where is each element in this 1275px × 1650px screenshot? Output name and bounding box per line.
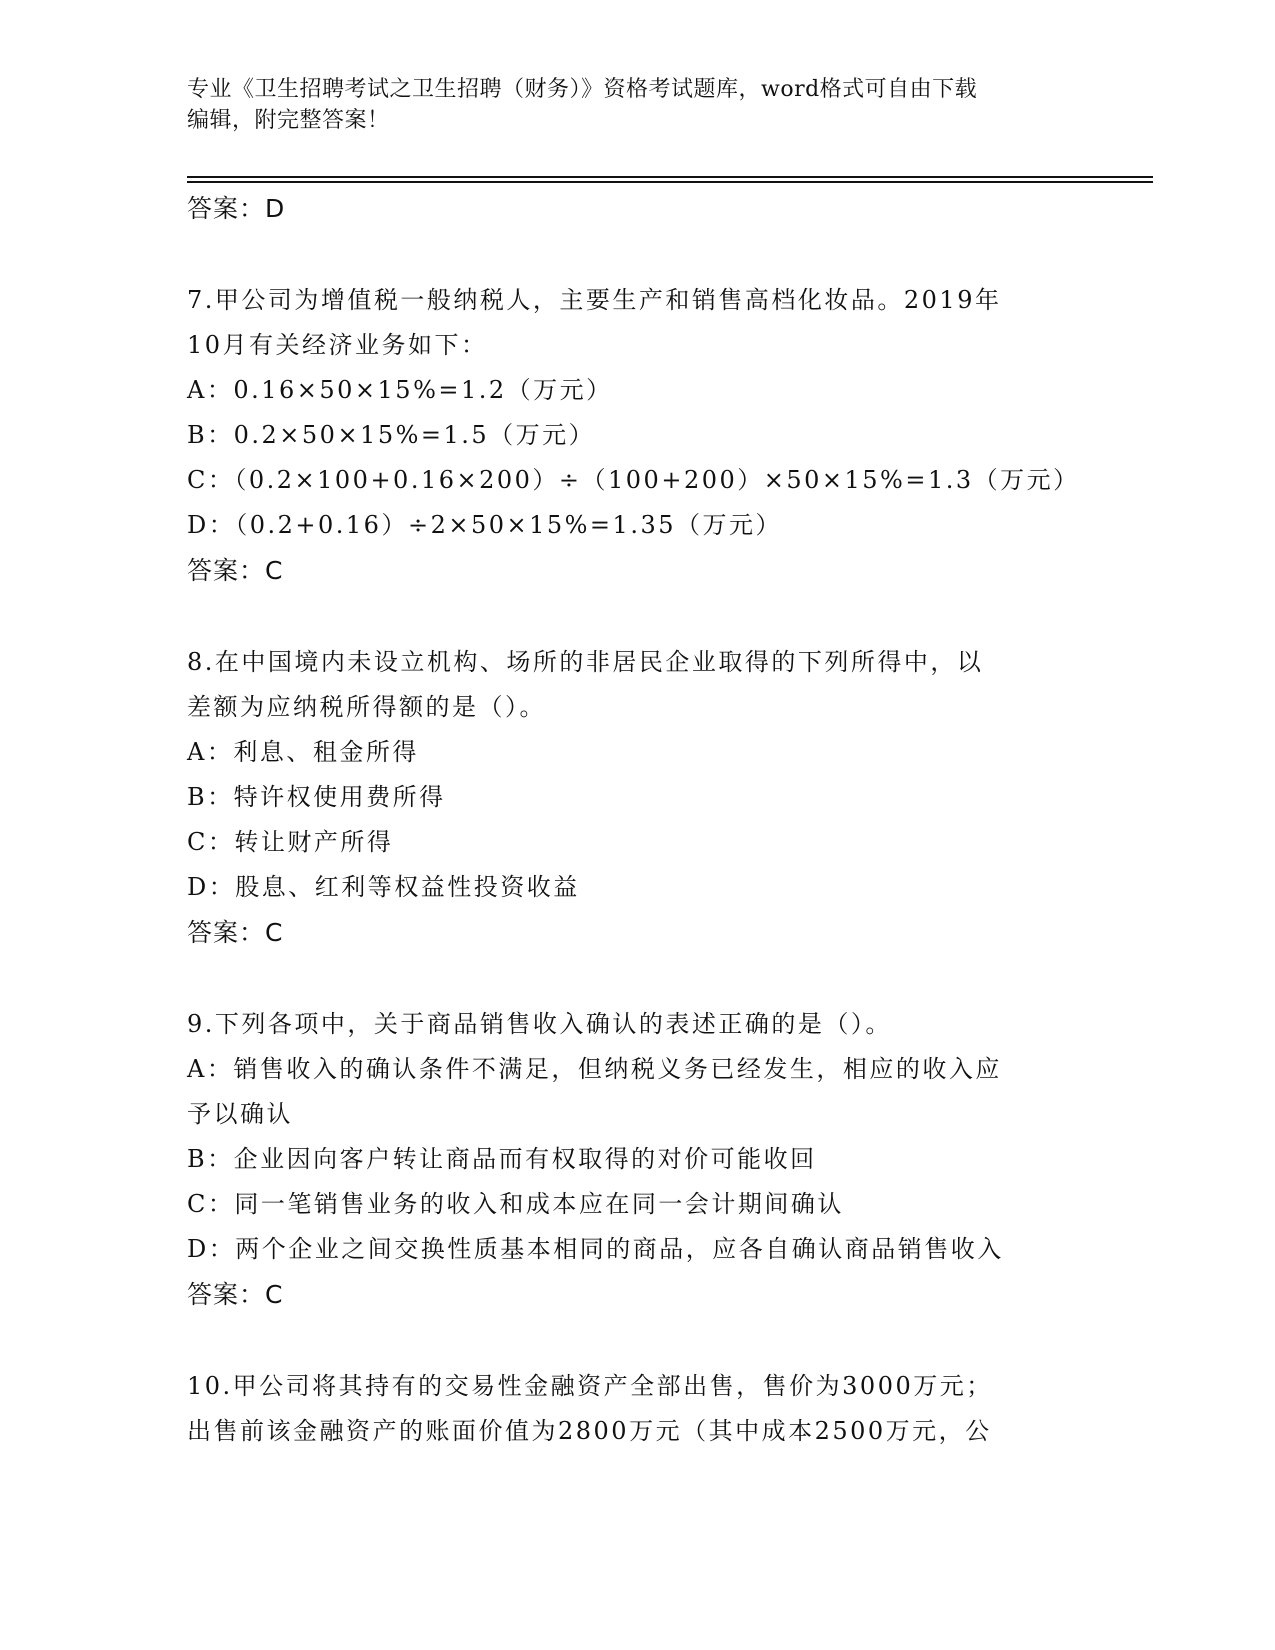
option-d: D：股息、红利等权益性投资收益 [187, 873, 580, 901]
answer-value: C [265, 556, 284, 585]
answer-label: 答案： [187, 556, 266, 585]
option-b: B：0.2×50×15%=1.5（万元） [187, 421, 596, 449]
option-a: A：0.16×50×15%=1.2（万元） [187, 376, 613, 404]
answer-line [187, 186, 1087, 231]
answer-label: 答案： [187, 194, 266, 223]
answer-line [187, 1272, 1087, 1317]
question-10 [187, 1364, 1087, 1454]
option-a: A：利息、租金所得 [187, 738, 419, 766]
document-body [187, 186, 1087, 1454]
question-stem: 10.甲公司将其持有的交易性金融资产全部出售，售价为3000万元； [187, 1372, 993, 1400]
option-d: D：（0.2+0.16）÷2×50×15%=1.35（万元） [187, 511, 782, 539]
option-a: A：销售收入的确认条件不满足，但纳税义务已经发生，相应的收入应 [187, 1055, 1002, 1083]
page-header [187, 74, 1067, 136]
option-c: C：（0.2×100+0.16×200）÷（100+200）×50×15%=1.3（万元） [187, 466, 1080, 494]
header-divider [187, 181, 1153, 183]
option-d: D：两个企业之间交换性质基本相同的商品，应各自确认商品销售收入 [187, 1235, 1004, 1263]
option-b: B：特许权使用费所得 [187, 783, 446, 811]
header-line: 编辑，附完整答案！ [187, 108, 390, 133]
option-c: C：同一笔销售业务的收入和成本应在同一会计期间确认 [187, 1190, 844, 1218]
question-stem: 8.在中国境内未设立机构、场所的非居民企业取得的下列所得中，以 [187, 648, 984, 676]
question-stem: 差额为应纳税所得额的是（）。 [187, 693, 546, 721]
header-divider [187, 176, 1153, 178]
answer-value: C [265, 1280, 284, 1309]
header-line: 专业《卫生招聘考试之卫生招聘（财务）》资格考试题库，word格式可自由下载 [187, 77, 978, 102]
answer-value: D [265, 194, 286, 223]
option-b: B：企业因向客户转让商品而有权取得的对价可能收回 [187, 1145, 817, 1173]
answer-line [187, 910, 1087, 955]
question-stem: 出售前该金融资产的账面价值为2800万元（其中成本2500万元，公 [187, 1417, 992, 1445]
question-stem: 7.甲公司为增值税一般纳税人，主要生产和销售高档化妆品。2019年 [187, 286, 1002, 314]
answer-line [187, 548, 1087, 593]
answer-value: C [265, 918, 284, 947]
question-7 [187, 278, 1087, 593]
option-c: C：转让财产所得 [187, 828, 394, 856]
option-a-continued: 予以确认 [187, 1100, 293, 1128]
question-stem: 9.下列各项中，关于商品销售收入确认的表述正确的是（）。 [187, 1010, 892, 1038]
question-stem: 10月有关经济业务如下： [187, 331, 488, 359]
answer-label: 答案： [187, 1280, 266, 1309]
answer-label: 答案： [187, 918, 266, 947]
question-9 [187, 1002, 1087, 1317]
question-8 [187, 640, 1087, 955]
